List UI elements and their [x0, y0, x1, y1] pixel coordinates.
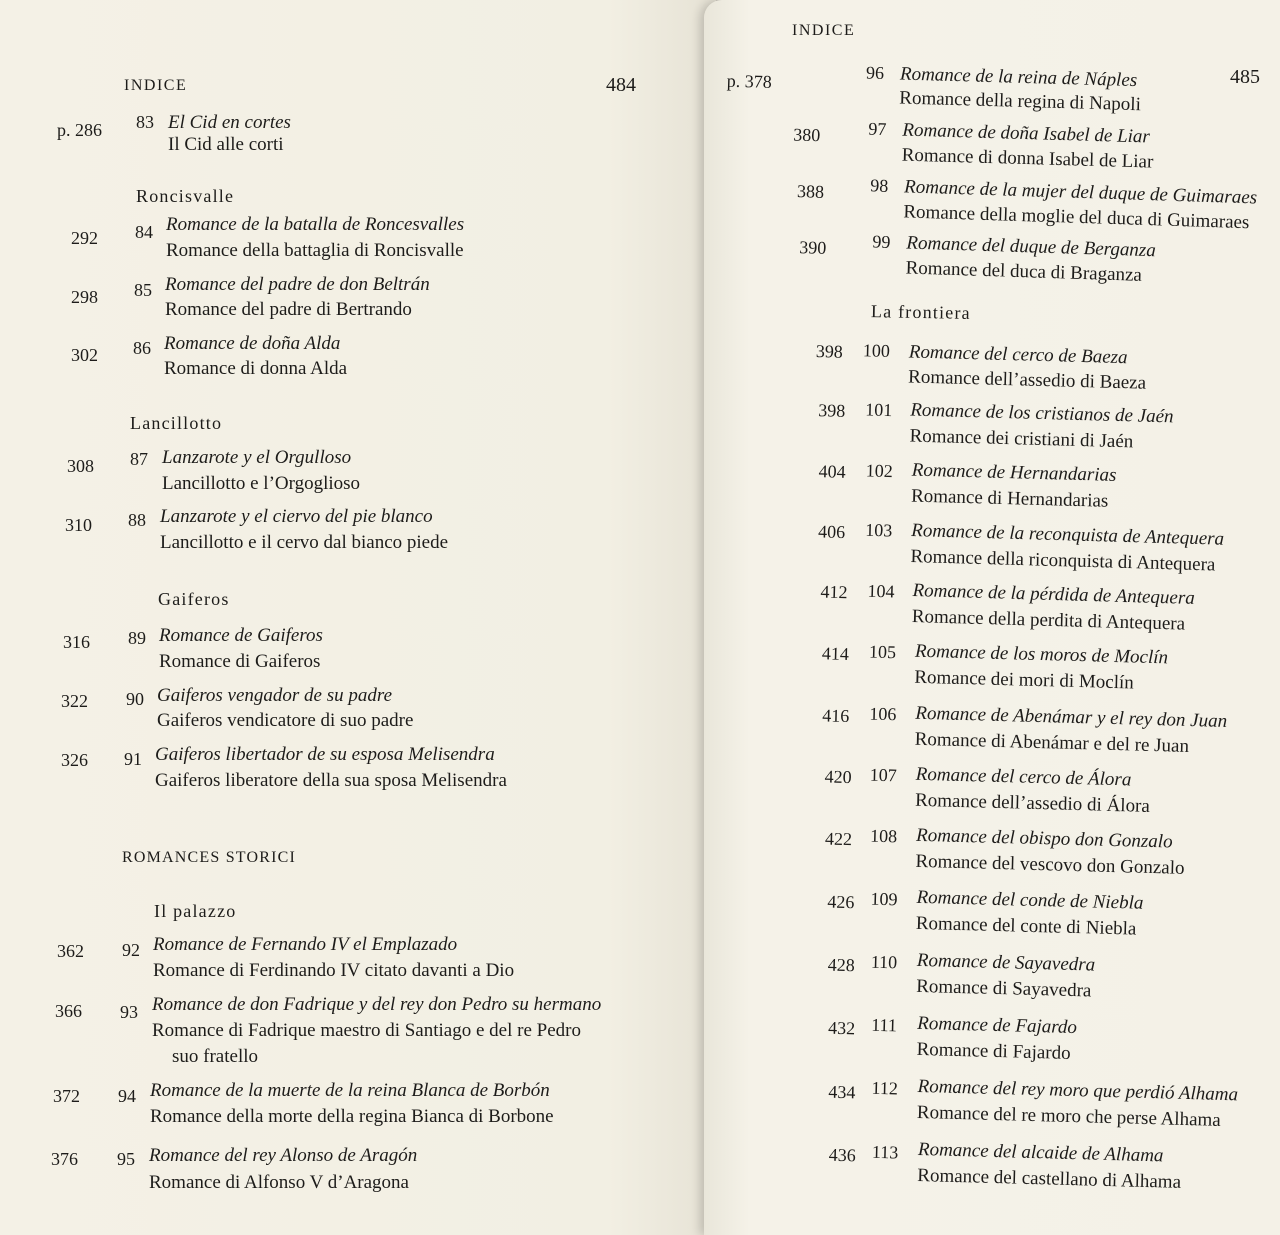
entry-spanish-title: Romance del conde de Niebla: [916, 886, 1144, 914]
entry-page: 404: [818, 461, 846, 482]
entry-page: 326: [61, 750, 88, 770]
entry-italian-title: Romance di Ferdinando IV citato davanti a Dio: [153, 960, 515, 981]
entry-spanish-title: Romance de la batalla de Roncesvalles: [166, 214, 465, 235]
entry-number: 85: [134, 280, 152, 300]
entry-number: 102: [865, 460, 893, 482]
entry-number: 99: [872, 231, 891, 252]
entry-spanish-title: Gaiferos vengador de su padre: [157, 685, 393, 706]
entry-italian-title: Romance del duca di Braganza: [905, 257, 1143, 286]
subheading: La frontiera: [870, 301, 972, 323]
entry-spanish-title: Romance de los moros de Moclín: [914, 640, 1169, 669]
entry-spanish-title: Romance de Fernando IV el Emplazado: [153, 934, 458, 955]
entry-number: 108: [869, 825, 898, 847]
entry-spanish-title: Romance de doña Isabel de Liar: [902, 119, 1151, 148]
right-page: [704, 0, 1280, 1235]
entry-spanish-title: Romance del alcaide de Alhama: [917, 1138, 1164, 1167]
subheading: Lancillotto: [130, 413, 223, 433]
entry-spanish-title: Romance de la reconquista de Antequera: [910, 519, 1225, 550]
entry-page: 372: [53, 1086, 80, 1106]
entry-italian-title: Romance del conte di Niebla: [915, 912, 1137, 940]
entry-page: p. 378: [726, 70, 773, 92]
entry-number: 109: [870, 888, 898, 910]
entry-italian-title: Romance di Alfonso V d’Aragona: [149, 1172, 409, 1193]
entry-number: 83: [136, 112, 154, 132]
entry-number: 107: [869, 764, 898, 786]
entry-spanish-title: Romance de la reina de Náples: [899, 63, 1138, 92]
entry-number: 105: [868, 641, 897, 663]
entry-number: 86: [133, 338, 151, 358]
entry-italian-title: Il Cid alle corti: [168, 134, 284, 155]
subheading: Gaiferos: [158, 589, 230, 609]
entry-italian-title: Romance dell’assedio di Baeza: [907, 366, 1147, 394]
entry-number: 112: [871, 1077, 899, 1099]
entry-number: 110: [870, 951, 898, 973]
entry-page: 426: [827, 891, 855, 913]
entry-number: 90: [126, 689, 144, 709]
entry-spanish-title: Romance de doña Alda: [164, 333, 341, 354]
entry-number: 100: [862, 340, 891, 361]
entry-page: 310: [65, 515, 92, 535]
entry-italian-title: Gaiferos liberatore della sua sposa Melisendra: [155, 770, 507, 791]
entry-number: 89: [128, 628, 146, 648]
entry-spanish-title: Romance del padre de don Beltrán: [165, 274, 430, 295]
entry-italian-title: Romance della morte della regina Bianca di Borbone: [150, 1106, 554, 1127]
entry-number: 95: [117, 1149, 135, 1169]
entry-page: 292: [71, 228, 98, 248]
entry-italian-title: Romance del castellano di Alhama: [917, 1164, 1182, 1193]
entry-spanish-title: Romance del cerco de Baeza: [908, 341, 1128, 369]
entry-italian-title: Romance del re moro che perse Alhama: [916, 1101, 1222, 1131]
entry-spanish-title: Gaiferos libertador de su esposa Melisendra: [155, 744, 495, 765]
entry-italian-title: Romance dell’assedio di Álora: [914, 789, 1151, 817]
entry-italian-title: Lancillotto e l’Orgoglioso: [162, 473, 361, 494]
entry-number: 97: [868, 118, 887, 140]
entry-spanish-title: Romance de la mujer del duque de Guimaraes: [903, 176, 1258, 209]
entry-italian-title: Romance di Fadrique maestro di Santiago e del re Pedro: [152, 1020, 581, 1041]
entry-page: 366: [55, 1001, 82, 1021]
page-number: 485: [1230, 66, 1260, 88]
entry-spanish-title: Romance de Hernandarias: [911, 459, 1117, 486]
running-head: INDICE: [124, 77, 188, 94]
entry-italian-title: Romance della riconquista di Antequera: [910, 545, 1216, 576]
entry-spanish-title: Romance del obispo don Gonzalo: [915, 824, 1173, 853]
entry-number: 111: [870, 1014, 898, 1036]
entry-spanish-title: Romance de Gaiferos: [159, 625, 323, 646]
entry-page: 308: [67, 456, 94, 476]
entry-page: 398: [818, 400, 846, 421]
entry-page: 388: [796, 181, 825, 202]
entry-italian-title: Romance di Gaiferos: [159, 651, 321, 672]
entry-number: 104: [867, 580, 895, 602]
entry-italian-title: Romance dei cristiani di Jaén: [909, 425, 1134, 453]
entry-page: 412: [820, 581, 848, 603]
entry-page: 376: [51, 1149, 78, 1169]
entry-italian-title: Romance dei mori di Moclín: [914, 666, 1135, 694]
entry-spanish-title: Romance de Fajardo: [917, 1012, 1078, 1039]
entry-italian-title: Romance del vescovo don Gonzalo: [915, 850, 1185, 879]
entry-italian-title: Romance della perdita di Antequera: [911, 606, 1186, 635]
entry-number: 88: [128, 510, 146, 530]
entry-page: p. 286: [57, 120, 102, 140]
entry-number: 101: [865, 399, 893, 421]
running-head: INDICE: [792, 22, 856, 39]
subheading: Roncisvalle: [136, 186, 235, 206]
entry-page: 416: [822, 705, 850, 727]
entry-page: 298: [71, 287, 98, 307]
entry-spanish-title: Romance del cerco de Álora: [915, 763, 1132, 791]
entry-italian-title: Romance di Abenámar e del re Juan: [914, 728, 1190, 757]
entry-italian-title: Romance di Sayavedra: [915, 975, 1092, 1002]
entry-spanish-title: Romance de don Fadrique y del rey don Pedro su hermano: [152, 994, 602, 1015]
entry-spanish-title: Romance de Abenámar y el rey don Juan: [915, 702, 1228, 732]
section-heading: ROMANCES STORICI: [122, 849, 297, 866]
entry-page: 436: [828, 1144, 857, 1166]
page-number: 484: [606, 74, 636, 96]
entry-page: 362: [57, 941, 84, 961]
entry-spanish-title: Romance del rey Alonso de Aragón: [149, 1145, 418, 1166]
entry-spanish-title: Lanzarote y el ciervo del pie blanco: [160, 506, 433, 527]
entry-spanish-title: Romance de la muerte de la reina Blanca de Borbón: [150, 1080, 550, 1101]
entry-page: 322: [61, 691, 88, 711]
entry-number: 93: [120, 1002, 138, 1022]
entry-page: 414: [821, 643, 850, 665]
entry-page: 390: [798, 237, 827, 258]
entry-italian-title: Romance del padre di Bertrando: [165, 299, 412, 320]
entry-page: 428: [827, 954, 856, 976]
entry-italian-title: Romance di Fajardo: [916, 1038, 1071, 1064]
subheading: Il palazzo: [154, 901, 237, 921]
entry-number: 103: [864, 519, 893, 541]
entry-italian-title: Romance di donna Isabel de Liar: [901, 144, 1154, 173]
entry-page: 434: [828, 1081, 856, 1103]
entry-spanish-title: El Cid en cortes: [168, 112, 291, 133]
entry-page: 432: [827, 1017, 856, 1039]
entry-spanish-title: Lanzarote y el Orgulloso: [162, 447, 352, 468]
entry-italian-title: Romance della regina di Napoli: [899, 87, 1142, 116]
entry-spanish-title: Romance de la pérdida de Antequera: [912, 580, 1196, 609]
entry-page: 420: [824, 766, 852, 788]
entry-number: 84: [135, 222, 153, 242]
entry-page: 380: [792, 124, 821, 146]
entry-page: 406: [817, 521, 846, 543]
entry-number: 92: [122, 940, 140, 960]
entry-page: 422: [824, 828, 853, 850]
entry-number: 113: [871, 1141, 899, 1163]
entry-page: 302: [71, 345, 98, 365]
entry-italian-title-continued: suo fratello: [172, 1046, 259, 1067]
entry-italian-title: Romance della moglie del duca di Guimaraes: [903, 201, 1250, 234]
entry-page: 316: [63, 632, 90, 652]
entry-italian-title: Romance di donna Alda: [164, 358, 348, 379]
entry-number: 94: [118, 1086, 136, 1106]
entry-italian-title: Lancillotto e il cervo dal bianco piede: [160, 532, 449, 553]
entry-spanish-title: Romance del duque de Berganza: [906, 232, 1157, 262]
entry-number: 91: [124, 749, 142, 769]
entry-spanish-title: Romance del rey moro que perdió Alhama: [917, 1075, 1239, 1106]
entry-italian-title: Romance di Hernandarias: [910, 485, 1109, 512]
entry-italian-title: Romance della battaglia di Roncisvalle: [166, 240, 464, 261]
entry-spanish-title: Romance de Sayavedra: [916, 949, 1096, 976]
entry-number: 106: [869, 703, 897, 725]
entry-page: 398: [815, 341, 844, 362]
entry-italian-title: Gaiferos vendicatore di suo padre: [157, 710, 414, 731]
entry-number: 87: [130, 449, 148, 469]
entry-number: 98: [869, 175, 889, 196]
entry-number: 96: [865, 62, 885, 84]
entry-spanish-title: Romance de los cristianos de Jaén: [910, 399, 1174, 428]
